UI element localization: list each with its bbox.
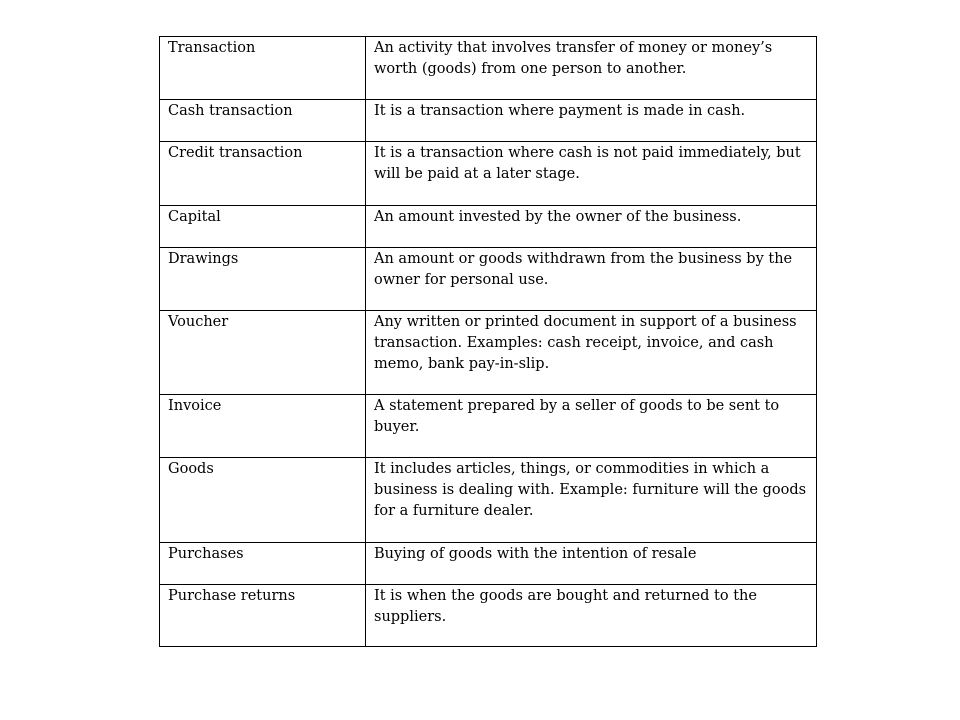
- definition-cell: Any written or printed document in support of a business transaction. Examples: cash receipt, invoice, and cash memo, bank pay-in-slip.: [366, 311, 817, 395]
- definition-cell: It is a transaction where cash is not paid immediately, but will be paid at a later stage.: [366, 142, 817, 206]
- definition-cell: Buying of goods with the intention of resale: [366, 543, 817, 585]
- table-row: [160, 37, 817, 100]
- term-cell: Capital: [160, 206, 366, 248]
- definition-cell: An amount invested by the owner of the business.: [366, 206, 817, 248]
- term-cell: Goods: [160, 458, 366, 543]
- term-cell: Purchases: [160, 543, 366, 585]
- term-cell: Cash transaction: [160, 100, 366, 142]
- term-cell: Voucher: [160, 311, 366, 395]
- table-row: [160, 458, 817, 543]
- table-row: [160, 395, 817, 458]
- term-cell: Credit transaction: [160, 142, 366, 206]
- table-row: [160, 543, 817, 585]
- definition-cell: It is a transaction where payment is made in cash.: [366, 100, 817, 142]
- definition-cell: It includes articles, things, or commodities in which a business is dealing with. Example: furniture will the goods for a furniture dealer.: [366, 458, 817, 543]
- table-row: [160, 248, 817, 311]
- table-row: [160, 100, 817, 142]
- definition-cell: An amount or goods withdrawn from the business by the owner for personal use.: [366, 248, 817, 311]
- definition-cell: It is when the goods are bought and returned to the suppliers.: [366, 585, 817, 647]
- definition-cell: A statement prepared by a seller of goods to be sent to buyer.: [366, 395, 817, 458]
- glossary-table: [159, 36, 817, 647]
- table-row: [160, 311, 817, 395]
- table-row: [160, 206, 817, 248]
- term-cell: Invoice: [160, 395, 366, 458]
- table-row: [160, 142, 817, 206]
- definition-cell: An activity that involves transfer of money or money’s worth (goods) from one person to another.: [366, 37, 817, 100]
- table-row: [160, 585, 817, 647]
- term-cell: Transaction: [160, 37, 366, 100]
- term-cell: Drawings: [160, 248, 366, 311]
- term-cell: Purchase returns: [160, 585, 366, 647]
